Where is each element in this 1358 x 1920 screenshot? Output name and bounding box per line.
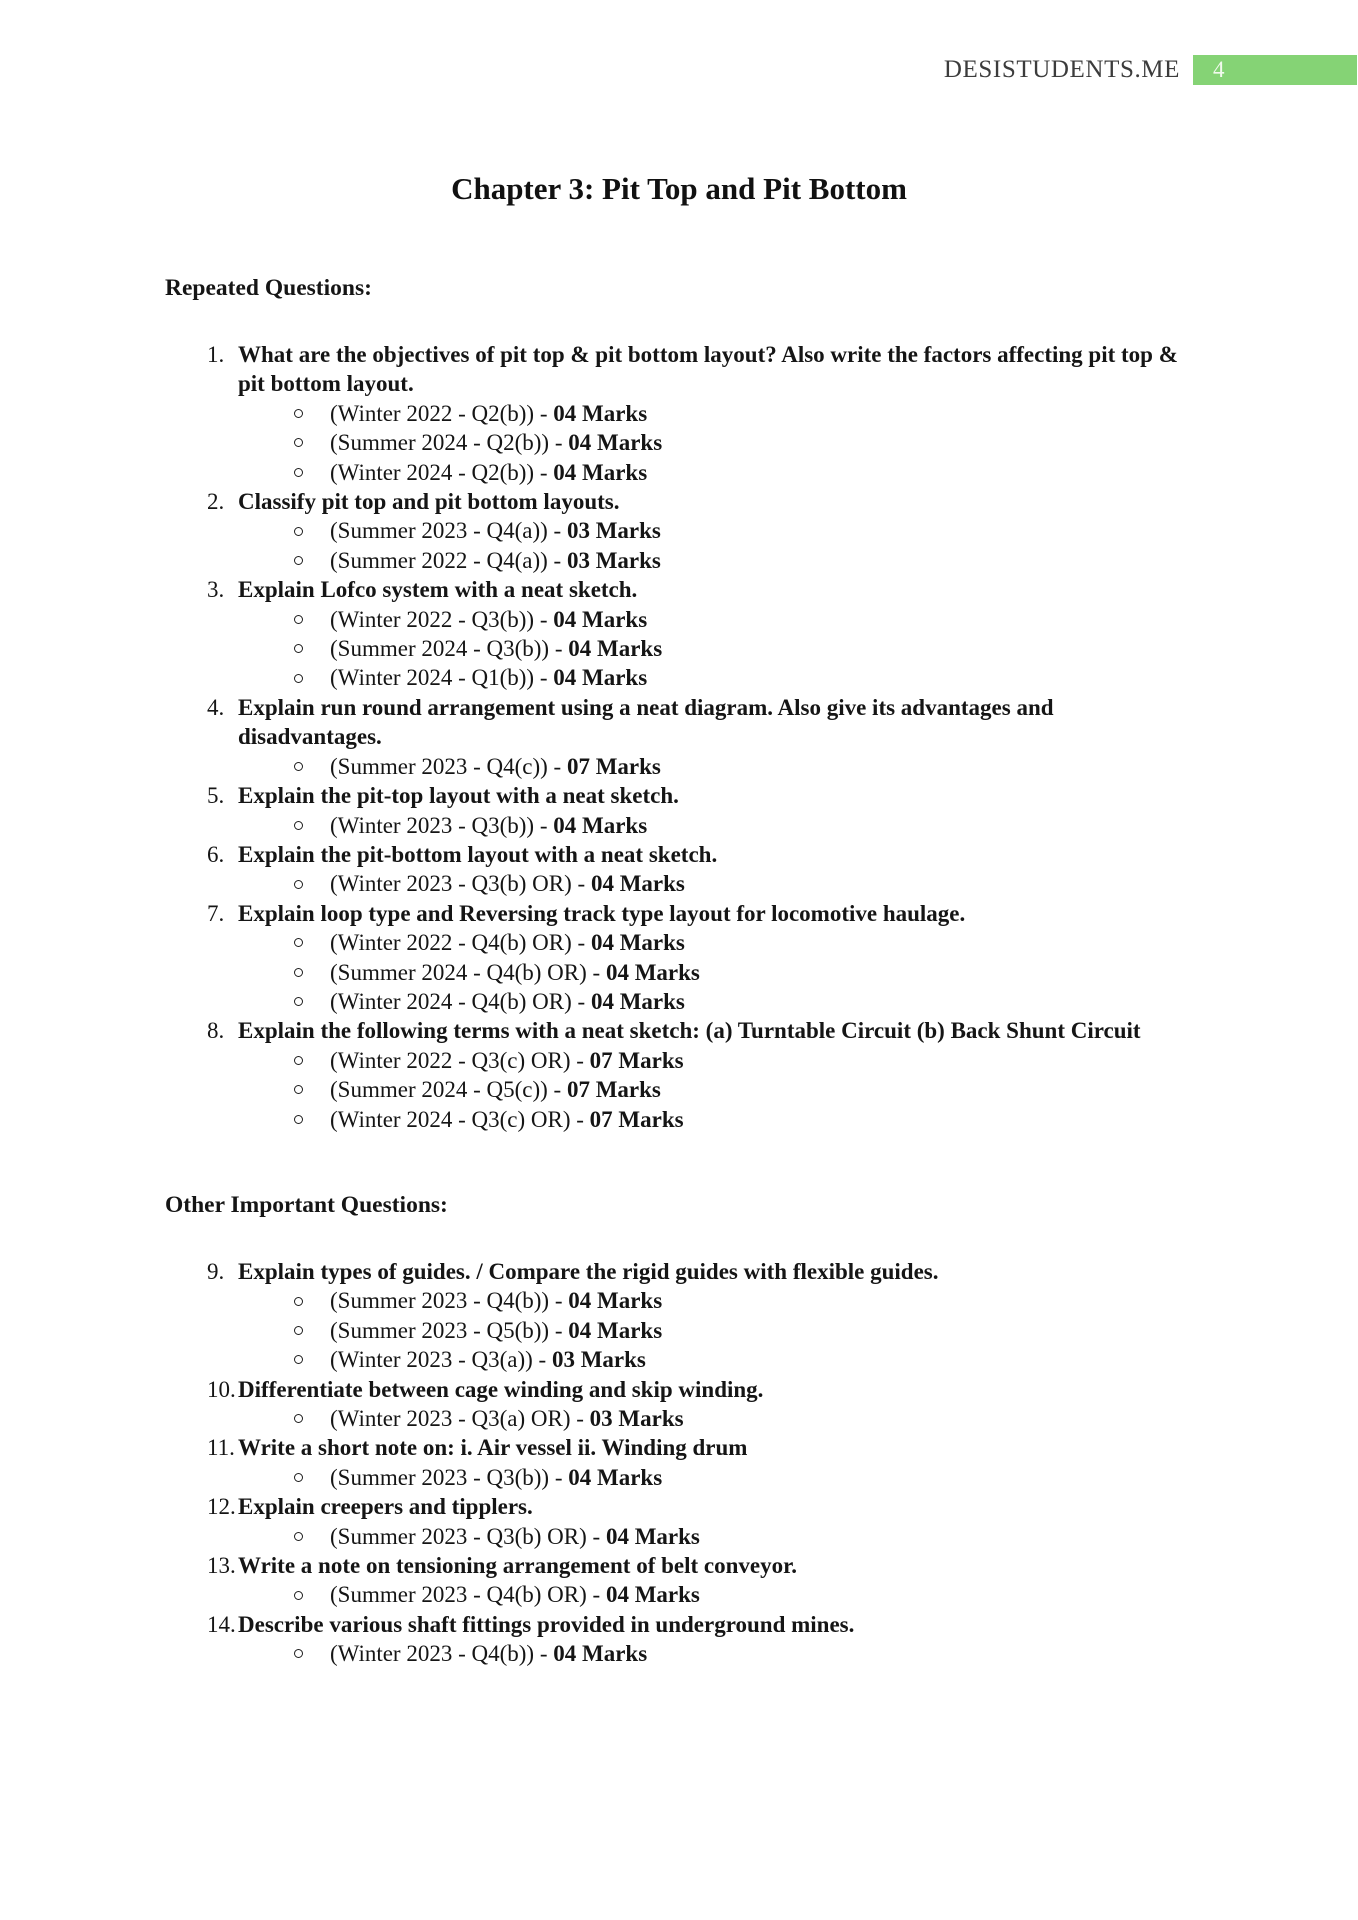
circle-bullet-icon xyxy=(294,880,303,889)
attempt-text xyxy=(330,1105,684,1134)
attempt-marks: 03 Marks xyxy=(566,518,661,544)
question-body xyxy=(238,693,1193,781)
attempt-item xyxy=(238,1105,1193,1134)
question-text: Explain types of guides. / Compare the rigid guides with flexible guides. xyxy=(238,1258,939,1284)
attempt-ref: (Summer 2023 - Q3(b)) - xyxy=(330,1464,569,1490)
circle-bullet-icon xyxy=(294,615,303,624)
attempt-marks: 03 Marks xyxy=(589,1406,684,1431)
attempt-text xyxy=(330,634,662,663)
circle-bullet-icon xyxy=(294,468,303,477)
attempt-ref: (Summer 2024 - Q5(c)) - xyxy=(330,1077,567,1103)
question-item xyxy=(165,487,1193,575)
attempt-marks: 04 Marks xyxy=(605,1523,700,1549)
question-body xyxy=(238,1610,1193,1669)
question-text: Write a short note on: i. Air vessel ii. Winding drum xyxy=(238,1435,748,1461)
attempt-ref: (Winter 2022 - Q3(b)) - xyxy=(330,606,554,632)
attempt-list xyxy=(238,1046,1193,1134)
attempt-marks: 04 Marks xyxy=(568,1464,663,1490)
attempt-marks: 04 Marks xyxy=(590,930,685,956)
question-body xyxy=(238,840,1193,899)
attempt-marks: 04 Marks xyxy=(553,459,648,485)
attempt-ref: (Winter 2023 - Q4(b)) - xyxy=(330,1641,554,1667)
attempt-marks: 07 Marks xyxy=(589,1047,684,1073)
attempt-text xyxy=(330,958,700,987)
question-text: Write a note on tensioning arrangement of belt conveyor. xyxy=(238,1553,797,1579)
attempt-item xyxy=(238,428,1193,457)
question-number: 14. xyxy=(207,1611,236,1637)
attempt-ref: (Summer 2023 - Q4(c)) - xyxy=(330,753,567,779)
question-body xyxy=(238,781,1193,840)
page-header xyxy=(0,0,1358,85)
circle-bullet-icon xyxy=(294,644,303,653)
question-text: Differentiate between cage winding and skip winding. xyxy=(238,1376,764,1402)
question-number: 10. xyxy=(207,1376,236,1402)
circle-bullet-icon xyxy=(294,674,303,683)
attempt-item xyxy=(238,1404,1193,1433)
attempt-list xyxy=(238,752,1193,781)
attempt-list xyxy=(238,928,1193,1016)
question-item xyxy=(165,1551,1193,1610)
attempt-item xyxy=(238,1286,1193,1315)
question-text: Explain creepers and tipplers. xyxy=(238,1494,533,1520)
attempt-ref: (Winter 2024 - Q4(b) OR) - xyxy=(330,988,591,1014)
attempt-list xyxy=(238,1580,1193,1609)
section xyxy=(165,1190,1193,1669)
attempt-ref: (Summer 2022 - Q4(a)) - xyxy=(330,547,567,573)
attempt-item xyxy=(238,1075,1193,1104)
question-number: 8. xyxy=(207,1018,225,1044)
attempt-text xyxy=(330,605,647,634)
circle-bullet-icon xyxy=(294,1297,303,1306)
question-number: 2. xyxy=(207,489,225,515)
section-heading: Repeated Questions: xyxy=(165,275,372,301)
question-body xyxy=(238,1257,1193,1375)
question-text: Explain loop type and Reversing track type layout for locomotive haulage. xyxy=(238,900,966,926)
question-number: 5. xyxy=(207,783,225,809)
circle-bullet-icon xyxy=(294,1326,303,1335)
chapter-title: Chapter 3: Pit Top and Pit Bottom xyxy=(451,171,907,206)
question-list xyxy=(165,340,1193,1134)
question-body xyxy=(238,487,1193,575)
circle-bullet-icon xyxy=(294,1355,303,1364)
attempt-item xyxy=(238,1580,1193,1609)
question-item xyxy=(165,1492,1193,1551)
circle-bullet-icon xyxy=(294,997,303,1006)
attempt-list xyxy=(238,1404,1193,1433)
attempt-text xyxy=(330,546,661,575)
attempt-item xyxy=(238,516,1193,545)
question-body xyxy=(238,1375,1193,1434)
attempt-ref: (Winter 2022 - Q2(b)) - xyxy=(330,400,554,426)
attempt-item xyxy=(238,1522,1193,1551)
question-body xyxy=(238,1492,1193,1551)
attempt-item xyxy=(238,752,1193,781)
page-number-badge xyxy=(1193,55,1357,85)
attempt-text xyxy=(330,752,661,781)
circle-bullet-icon xyxy=(294,1591,303,1600)
circle-bullet-icon xyxy=(294,821,303,830)
attempt-item xyxy=(238,546,1193,575)
circle-bullet-icon xyxy=(294,409,303,418)
attempt-text xyxy=(330,1046,684,1075)
question-number: 1. xyxy=(207,342,225,367)
attempt-ref: (Summer 2023 - Q4(b) OR) - xyxy=(330,1582,606,1608)
attempt-text xyxy=(330,1075,661,1104)
attempt-text xyxy=(330,1580,700,1609)
attempt-list xyxy=(238,1639,1193,1668)
attempt-item xyxy=(238,869,1193,898)
question-item xyxy=(165,1433,1193,1492)
attempt-text xyxy=(330,1639,647,1668)
circle-bullet-icon xyxy=(294,1414,303,1423)
attempt-ref: (Winter 2024 - Q1(b)) - xyxy=(330,665,554,691)
attempt-text xyxy=(330,458,647,487)
question-item xyxy=(165,1016,1193,1134)
attempt-list xyxy=(238,516,1193,575)
attempt-ref: (Winter 2024 - Q2(b)) - xyxy=(330,459,554,485)
circle-bullet-icon xyxy=(294,938,303,947)
circle-bullet-icon xyxy=(294,1115,303,1124)
attempt-item xyxy=(238,958,1193,987)
attempt-marks: 03 Marks xyxy=(566,547,661,573)
circle-bullet-icon xyxy=(294,1085,303,1094)
attempt-list xyxy=(238,869,1193,898)
circle-bullet-icon xyxy=(294,1532,303,1541)
attempt-text xyxy=(330,928,685,957)
attempt-text xyxy=(330,1345,646,1374)
attempt-ref: (Summer 2024 - Q2(b)) - xyxy=(330,430,569,456)
question-number: 12. xyxy=(207,1494,236,1520)
circle-bullet-icon xyxy=(294,438,303,447)
attempt-item xyxy=(238,605,1193,634)
attempt-item xyxy=(238,1316,1193,1345)
site-name: DESISTUDENTS.ME xyxy=(943,56,1180,83)
attempt-ref: (Summer 2023 - Q4(b)) - xyxy=(330,1288,569,1314)
attempt-marks: 04 Marks xyxy=(568,636,663,662)
attempt-text xyxy=(330,1316,662,1345)
attempt-text xyxy=(330,399,647,428)
attempt-item xyxy=(238,634,1193,663)
attempt-list xyxy=(238,811,1193,840)
question-number: 7. xyxy=(207,900,225,926)
attempt-list xyxy=(238,1463,1193,1492)
question-item xyxy=(165,340,1193,487)
attempt-list xyxy=(238,605,1193,693)
attempt-ref: (Summer 2024 - Q3(b)) - xyxy=(330,636,569,662)
attempt-item xyxy=(238,811,1193,840)
attempt-marks: 04 Marks xyxy=(590,871,685,897)
question-text: Explain run round arrangement using a neat diagram. Also give its advantages and disadvantages. xyxy=(238,694,1054,750)
question-text: What are the objectives of pit top & pit bottom layout? Also write the factors affecting pit top & pit bottom layout. xyxy=(238,342,1178,397)
attempt-text xyxy=(330,663,647,692)
attempt-marks: 07 Marks xyxy=(589,1106,684,1132)
attempt-text xyxy=(330,987,685,1016)
question-item xyxy=(165,781,1193,840)
question-item xyxy=(165,575,1193,693)
attempt-item xyxy=(238,1345,1193,1374)
question-body xyxy=(238,575,1193,693)
question-body xyxy=(238,340,1193,487)
question-number: 4. xyxy=(207,694,225,720)
attempt-marks: 04 Marks xyxy=(553,665,648,691)
attempt-marks: 04 Marks xyxy=(590,988,685,1014)
circle-bullet-icon xyxy=(294,968,303,977)
question-number: 9. xyxy=(207,1258,225,1284)
attempt-text xyxy=(330,1286,662,1315)
attempt-marks: 04 Marks xyxy=(568,430,663,456)
question-text: Explain Lofco system with a neat sketch. xyxy=(238,577,638,603)
circle-bullet-icon xyxy=(294,527,303,536)
attempt-marks: 04 Marks xyxy=(605,959,700,985)
attempt-marks: 04 Marks xyxy=(568,1317,663,1343)
attempt-text xyxy=(330,1463,662,1492)
question-text: Explain the pit-bottom layout with a neat sketch. xyxy=(238,841,718,867)
question-item xyxy=(165,899,1193,1017)
attempt-item xyxy=(238,1046,1193,1075)
attempt-list xyxy=(238,399,1193,487)
attempt-item xyxy=(238,987,1193,1016)
circle-bullet-icon xyxy=(294,1473,303,1482)
attempt-marks: 04 Marks xyxy=(553,606,648,632)
question-body xyxy=(238,1433,1193,1492)
attempt-item xyxy=(238,1463,1193,1492)
attempt-marks: 04 Marks xyxy=(553,400,648,426)
attempt-list xyxy=(238,1522,1193,1551)
section-heading: Other Important Questions: xyxy=(165,1191,448,1218)
attempt-text xyxy=(330,869,685,898)
circle-bullet-icon xyxy=(294,762,303,771)
question-text: Classify pit top and pit bottom layouts. xyxy=(238,489,620,515)
attempt-text xyxy=(330,428,662,457)
attempt-ref: (Summer 2023 - Q3(b) OR) - xyxy=(330,1523,606,1549)
attempt-item xyxy=(238,663,1193,692)
attempt-text xyxy=(330,1404,684,1433)
attempt-ref: (Winter 2023 - Q3(b)) - xyxy=(330,812,554,838)
attempt-text xyxy=(330,1522,700,1551)
question-body xyxy=(238,1551,1193,1610)
page-number: 4 xyxy=(1213,57,1225,82)
attempt-marks: 04 Marks xyxy=(605,1582,700,1608)
question-number: 3. xyxy=(207,577,225,603)
attempt-marks: 07 Marks xyxy=(566,753,661,779)
question-number: 11. xyxy=(207,1435,235,1461)
attempt-ref: (Winter 2023 - Q3(b) OR) - xyxy=(330,871,591,897)
attempt-ref: (Summer 2023 - Q4(a)) - xyxy=(330,518,567,544)
attempt-marks: 04 Marks xyxy=(553,1641,648,1667)
attempt-ref: (Winter 2022 - Q4(b) OR) - xyxy=(330,930,591,956)
question-text: Explain the following terms with a neat sketch: (a) Turntable Circuit (b) Back Shunt Circuit xyxy=(238,1018,1141,1044)
circle-bullet-icon xyxy=(294,1056,303,1065)
question-text: Explain the pit-top layout with a neat sketch. xyxy=(238,783,679,809)
document-body xyxy=(0,273,1358,1669)
attempt-item xyxy=(238,458,1193,487)
attempt-marks: 03 Marks xyxy=(551,1347,646,1373)
attempt-list xyxy=(238,1286,1193,1374)
attempt-text xyxy=(330,516,661,545)
question-list xyxy=(165,1257,1193,1669)
attempt-item xyxy=(238,1639,1193,1668)
question-body xyxy=(238,1016,1193,1134)
question-item xyxy=(165,840,1193,899)
attempt-ref: (Winter 2023 - Q3(a) OR) - xyxy=(330,1406,590,1431)
question-item xyxy=(165,1375,1193,1434)
question-item xyxy=(165,1610,1193,1669)
attempt-ref: (Winter 2022 - Q3(c) OR) - xyxy=(330,1047,590,1073)
attempt-marks: 07 Marks xyxy=(566,1077,661,1103)
circle-bullet-icon xyxy=(294,1649,303,1658)
circle-bullet-icon xyxy=(294,556,303,565)
question-number: 13. xyxy=(207,1553,236,1579)
attempt-ref: (Summer 2024 - Q4(b) OR) - xyxy=(330,959,606,985)
question-item xyxy=(165,1257,1193,1375)
question-item xyxy=(165,693,1193,781)
attempt-ref: (Summer 2023 - Q5(b)) - xyxy=(330,1317,569,1343)
question-text: Describe various shaft fittings provided in underground mines. xyxy=(238,1611,855,1637)
attempt-ref: (Winter 2023 - Q3(a)) - xyxy=(330,1347,552,1373)
attempt-item xyxy=(238,399,1193,428)
section xyxy=(165,273,1193,1134)
attempt-marks: 04 Marks xyxy=(553,812,648,838)
question-body xyxy=(238,899,1193,1017)
attempt-text xyxy=(330,811,647,840)
attempt-item xyxy=(238,928,1193,957)
question-number: 6. xyxy=(207,841,225,867)
attempt-marks: 04 Marks xyxy=(568,1288,663,1314)
attempt-ref: (Winter 2024 - Q3(c) OR) - xyxy=(330,1106,590,1132)
